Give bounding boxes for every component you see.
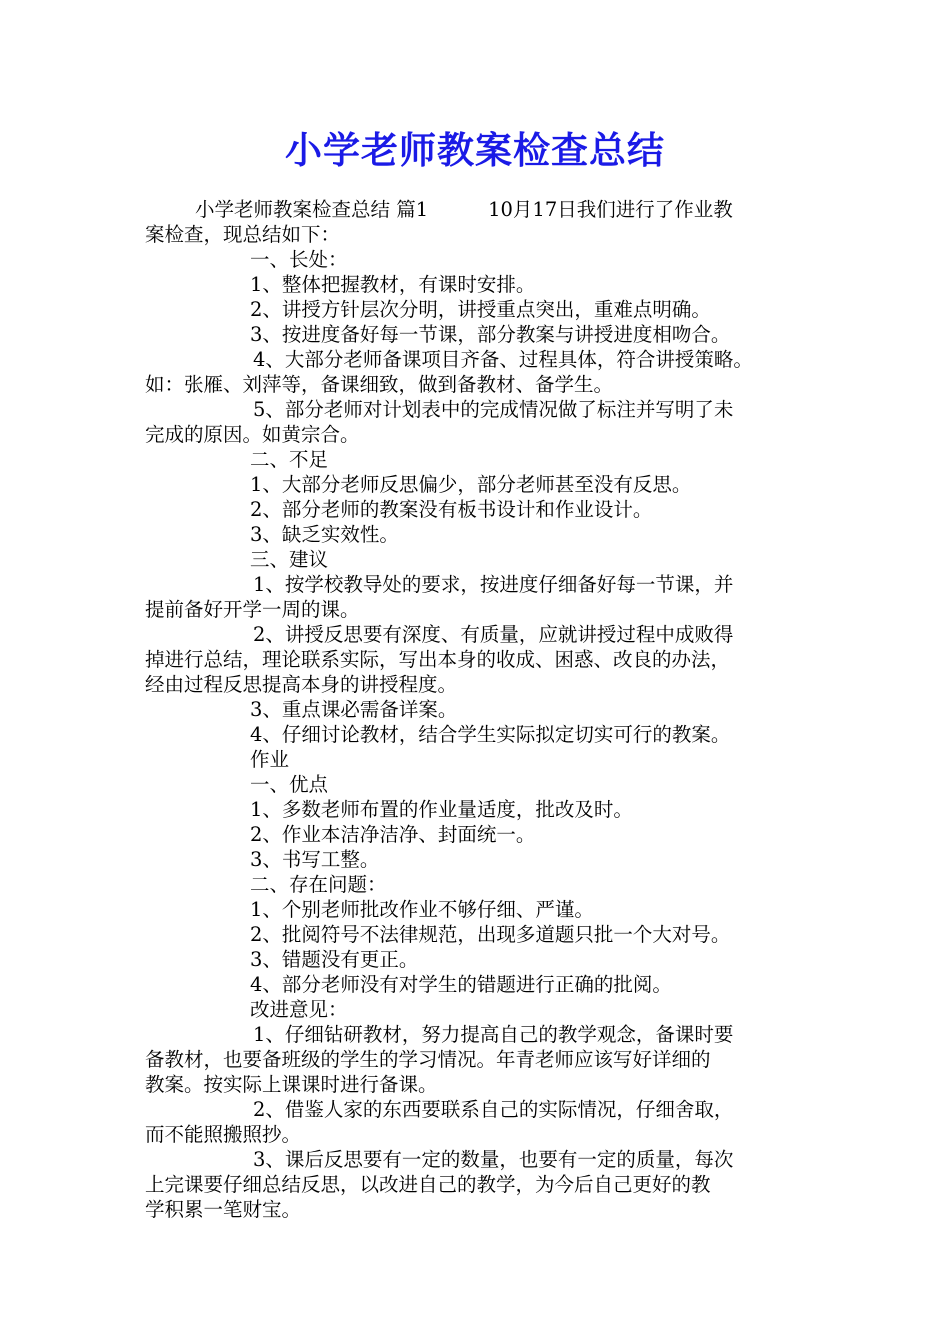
text-line: 2、讲授方针层次分明，讲授重点突出，重难点明确。 — [250, 298, 711, 321]
document-body — [145, 197, 815, 1222]
text-line: 2、批阅符号不法律规范，出现多道题只批一个大对号。 — [250, 923, 731, 946]
text-line: 3、错题没有更正。 — [250, 948, 419, 971]
text-line: 4、大部分老师备课项目齐备、过程具体，符合讲授策略。 — [253, 348, 753, 371]
text-line: 3、缺乏实效性。 — [250, 523, 399, 546]
text-line: 一、长处： — [250, 248, 348, 271]
text-line: 提前备好开学一周的课。 — [145, 598, 360, 621]
text-line: 完成的原因。如黄宗合。 — [145, 423, 360, 446]
text-line: 改进意见： — [250, 998, 348, 1021]
intro-continuation: 案检查，现总结如下： — [145, 223, 341, 246]
text-line: 5、部分老师对计划表中的完成情况做了标注并写明了未 — [253, 398, 734, 421]
text-line: 教案。按实际上课课时进行备课。 — [145, 1073, 438, 1096]
text-line: 掉进行总结，理论联系实际，写出本身的收成、困惑、改良的办法， — [145, 648, 731, 671]
text-line: 2、作业本洁净洁净、封面统一。 — [250, 823, 536, 846]
text-line: 上完课要仔细总结反思，以改进自己的教学，为今后自己更好的教 — [145, 1173, 711, 1196]
text-line: 备教材，也要备班级的学生的学习情况。年青老师应该写好详细的 — [145, 1048, 711, 1071]
text-line: 3、按进度备好每一节课，部分教案与讲授进度相吻合。 — [250, 323, 731, 346]
text-line: 1、个别老师批改作业不够仔细、严谨。 — [250, 898, 594, 921]
text-line: 2、借鉴人家的东西要联系自己的实际情况，仔细舍取， — [253, 1098, 734, 1121]
text-line: 二、不足 — [250, 448, 329, 471]
text-line: 一、优点 — [250, 773, 329, 796]
paragraph-lines — [145, 247, 815, 1222]
text-line: 2、部分老师的教案没有板书设计和作业设计。 — [250, 498, 653, 521]
text-line: 3、课后反思要有一定的数量，也要有一定的质量，每次 — [253, 1148, 734, 1171]
text-line: 4、仔细讨论教材，结合学生实际拟定切实可行的教案。 — [250, 723, 731, 746]
text-line: 经由过程反思提高本身的讲授程度。 — [145, 673, 458, 696]
text-line: 如：张雁、刘萍等，备课细致，做到备教材、备学生。 — [145, 373, 614, 396]
intro-lead: 10月17日我们进行了作业教 — [488, 198, 733, 221]
text-line: 而不能照搬照抄。 — [145, 1123, 302, 1146]
text-line: 1、大部分老师反思偏少，部分老师甚至没有反思。 — [250, 473, 692, 496]
text-line: 1、按学校教导处的要求，按进度仔细备好每一节课，并 — [253, 573, 734, 596]
text-line: 二、存在问题： — [250, 873, 387, 896]
text-line: 3、重点课必需备详案。 — [250, 698, 458, 721]
text-line: 学积累一笔财宝。 — [145, 1198, 302, 1221]
text-line: 三、建议 — [250, 548, 329, 571]
text-line: 1、仔细钻研教材，努力提高自己的教学观念，备课时要 — [253, 1023, 734, 1046]
text-line: 4、部分老师没有对学生的错题进行正确的批阅。 — [250, 973, 672, 996]
text-line: 1、多数老师布置的作业量适度，批改及时。 — [250, 798, 633, 821]
document-title: 小学老师教案检查总结 — [285, 128, 665, 172]
intro-line — [145, 197, 815, 222]
text-line: 3、书写工整。 — [250, 848, 380, 871]
text-line: 1、整体把握教材，有课时安排。 — [250, 273, 536, 296]
text-line: 作业 — [250, 748, 290, 771]
text-line: 2、讲授反思要有深度、有质量，应就讲授过程中成败得 — [253, 623, 734, 646]
section-heading: 小学老师教案检查总结 篇1 — [195, 198, 429, 221]
